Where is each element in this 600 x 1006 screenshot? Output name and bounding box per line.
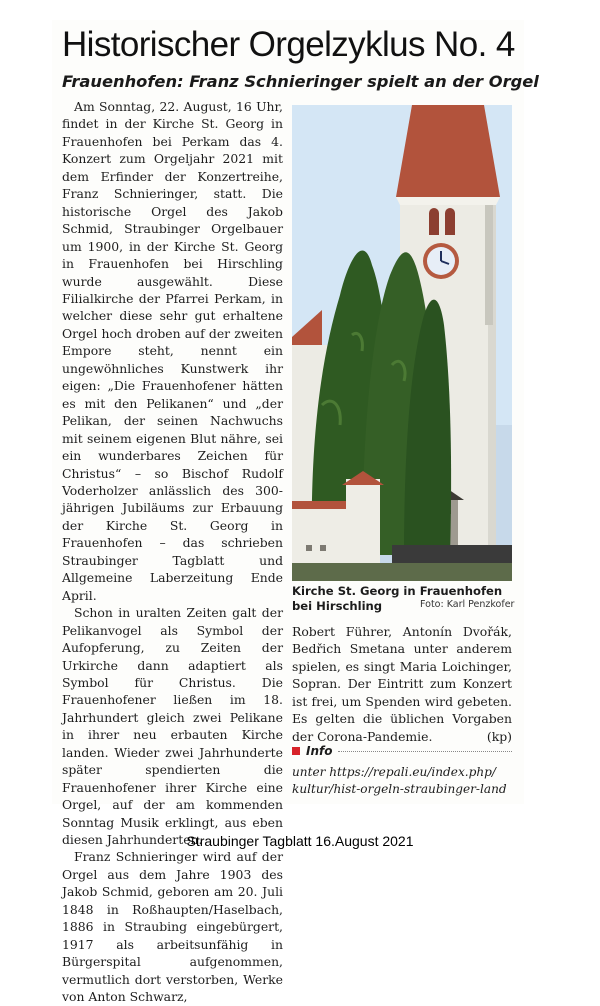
source-line: Straubinger Tagblatt 16.August 2021 [186, 833, 414, 849]
church-photo [292, 105, 512, 581]
author-tag: (kp) [486, 728, 512, 744]
paragraph-4 [292, 623, 512, 745]
divider [338, 751, 512, 752]
photo-credit: Foto: Karl Penzkofer [420, 599, 515, 610]
paragraph-2: Schon in uralten Zeiten galt der Pelikanvogel als Symbol der Aufopferung, zu Zeiten der Urkirche dann adaptiert als Symbol für Christus. Die Frauenhofener ließen im 18. Jahrhundert gleich zwei Pelikane in ihrer neu erbauten Kirche landen. Wieder zwei Jahrhunderte später spendierten die Frauenhofener ihrer Kirche eine Orgel, auf der am kommenden Sonntag Musik erklingt, aus eben diesen Jahrhunderten. [62, 605, 283, 848]
square-icon [292, 747, 300, 755]
paragraph-4-text: Robert Führer, Antonín Dvořák, Bedřich Smetana unter anderem spielen, es singt Maria Loichinger, Sopran. Der Eintritt zum Konzert ist frei, um Spenden wird gebeten. Es gelten die üblichen Vorgaben der Corona-Pandemie. [292, 624, 512, 744]
info-label: Info [306, 744, 333, 758]
info-link-line-2: kultur/hist-orgeln-straubinger-land [292, 782, 507, 797]
info-link [292, 764, 514, 799]
subheadline: Frauenhofen: Franz Schnieringer spielt an der Orgel [62, 72, 539, 91]
paragraph-3: Franz Schnieringer wird auf der Orgel aus dem Jahre 1903 des Jakob Schmid, geboren am 20. Juli 1848 in Roßhaupten/Haselbach, 1886 in Straubing eingebürgert, 1917 als arbeitsunfähig in Bürgerspital aufgenommen, vermutlich dort verstorben, Werke von Anton Schwarz, [62, 849, 283, 1005]
paragraph-1: Am Sonntag, 22. August, 16 Uhr, findet in der Kirche St. Georg in Frauenhofen bei Perkam das 4. Konzert zum Orgeljahr 2021 mit dem Erfinder der Konzertreihe, Franz Schnieringer, statt. Die historische Orgel des Jakob Schmid, Straubinger Orgelbauer um 1900, in der Kirche St. Georg in Frauenhofen bei Hirschling wurde ausgewählt. Diese Filialkirche der Pfarrei Perkam, in welcher diese sehr gut erhaltene Orgel hoch droben auf der zweiten Empore steht, nennt ein ungewöhnliches Kunstwerk ihr eigen: „Die Frauenhofener hätten es mit den Pelikanen“ und „der Pelikan, der seinen Nachwuchs mit seinem eigenen Blut nähre, sei ein wunderbares Zeichen für Christus“ – so Bischof Rudolf Voderholzer anlässlich des 300-jährigen Jubiläums zur Erbauung der Kirche St. Georg in Frauenhofen – das schrieben Straubinger Tagblatt und Allgemeine Laberzeitung Ende April. [62, 99, 283, 603]
info-link-line-1: unter https://repali.eu/index.php/ [292, 765, 496, 779]
headline: Historischer Orgelzyklus No. 4 [62, 25, 515, 64]
photo-caption-text: Kirche St. Georg in Frauenhofen bei Hirschling [292, 584, 503, 613]
article-column-2 [292, 623, 512, 745]
article-column-1 [62, 98, 283, 1006]
info-box-header [292, 741, 512, 761]
